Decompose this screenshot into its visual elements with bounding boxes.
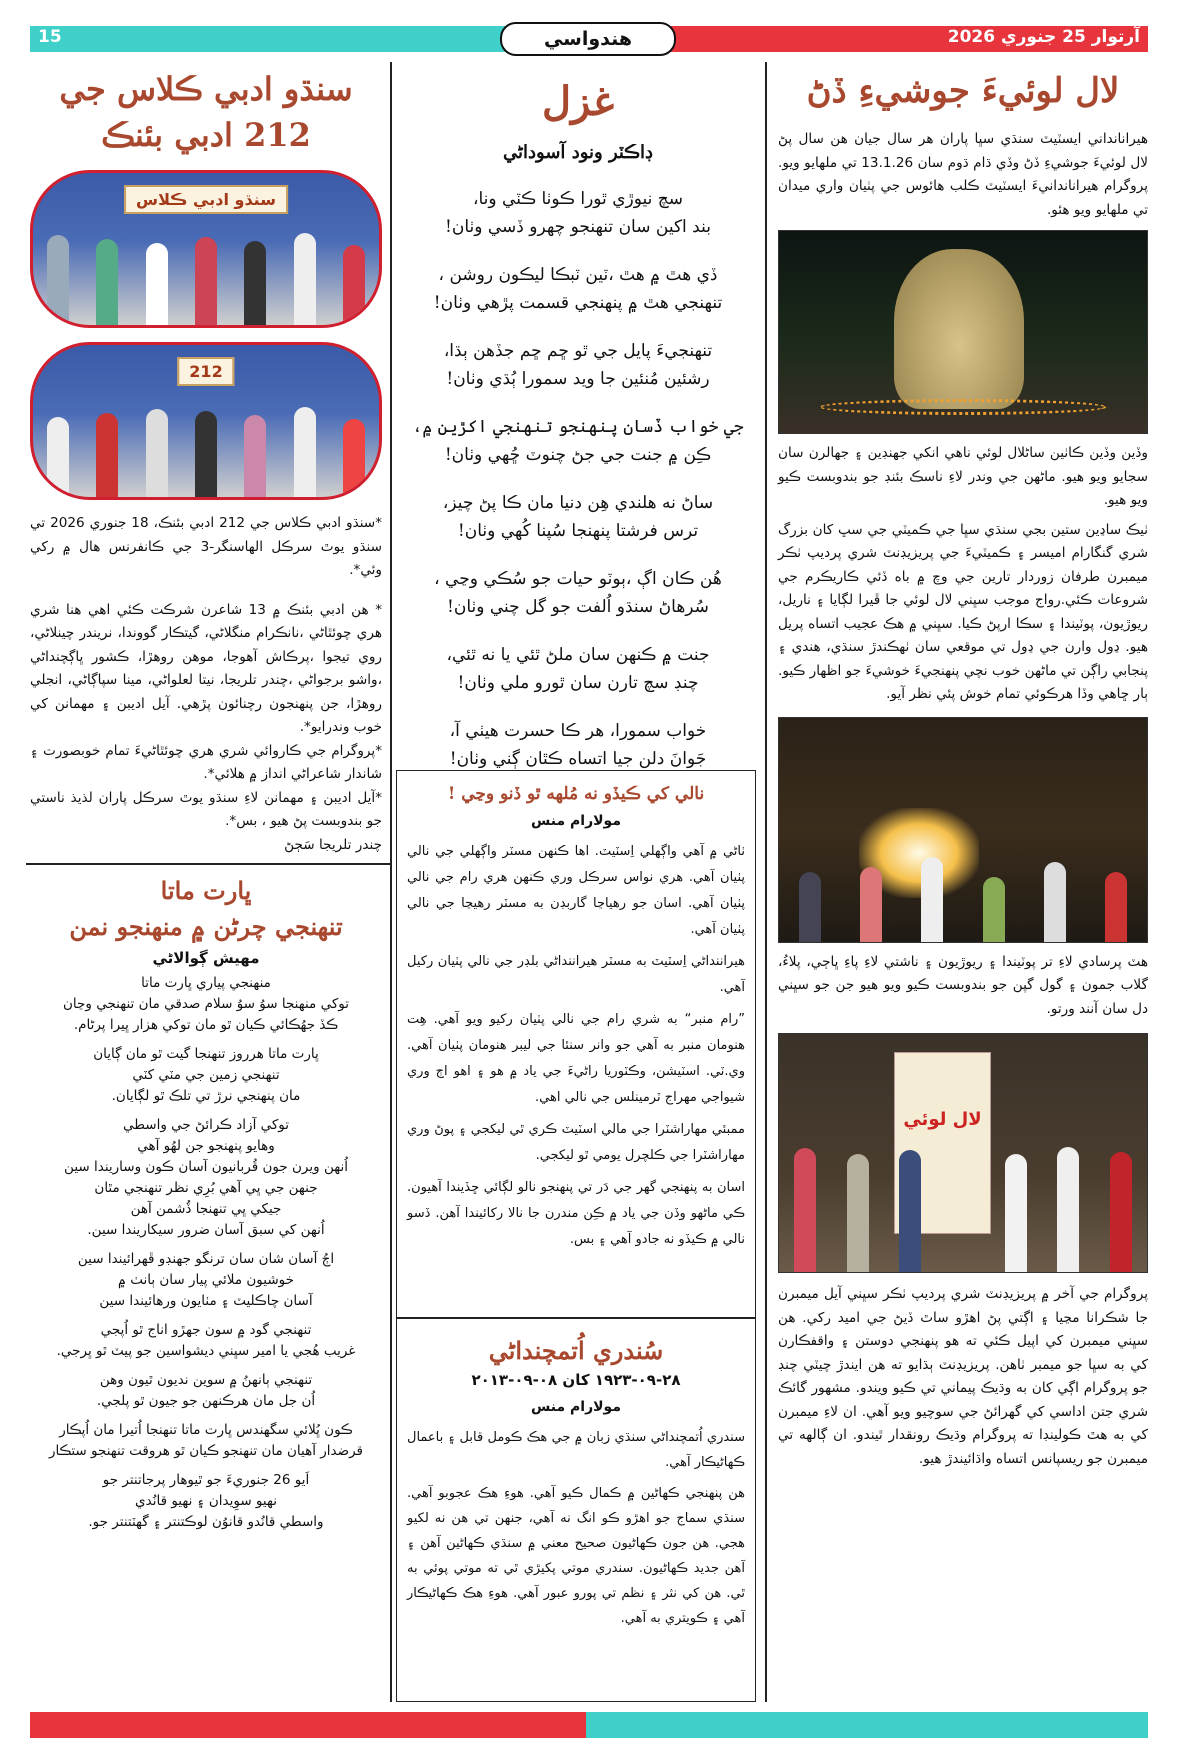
poem-stanza [30,1370,382,1412]
issue-date: آرتوار 25 جنوري 2026 [947,27,1140,47]
haystack-shape [894,249,1024,409]
ghazal-couplet [402,489,754,545]
article-sundri-box [396,1318,756,1702]
ghazal-couplet [402,413,754,469]
article2-author: مولارام منس [530,813,622,829]
article3-title: سُندري اُتمچنداڻي [488,1336,664,1365]
poem-line: اڄُ آسان شان سان ترنگو جهنڊو ڦهرائيندا سين [77,1251,335,1267]
poem-stanza [30,1249,382,1312]
article-para-1: وڏين وڏين ڪاٺين ساڻلال لوئي ناهي انکي جهنڊين ۽ جهالرن سان سجايو ويو هيو. ماڻهن جي وندر لاءِ ناسڪ بئنڊ جو بندوبست ڪيو ويو هيو. [778,445,1148,508]
ghazal-line: تنهنجي هٿ ۾ پنهنجي قسمت پڙهي وٺان! [433,293,723,313]
left-para-3: *آيل اديبن ۽ مهمانن لاءِ سنڌو يوٿ سرڪل پاران لذيذ ناستي جو بندوبست پڻ هيو ، بس*. [30,789,382,829]
column-divider-right [765,62,767,1702]
ghazal-couplet [402,337,754,393]
bharat-mata-subtitle: تنهنجي چرڻن ۾ منهنجو نمن [69,912,343,941]
ghazal-line: جنت ۾ ڪنهن سان ملڻ ٿئي يا نه ٿئي، [446,645,710,665]
article-paragraph: ”رام منبر“ به شري رام جي نالي پٺيان رکيو ويو آهي. هِت هنومان منبر به آهي جو وانر سنئا جي ليبر هنومان پٺيان آهي. وي.ٽي. اسٽيشن، وڪٽوريا راڻيءَ جي ياد ۾ هو ۽ اهو اڄ وري شيواجي مهراج ٽرمينلس جي نالي اهي. [407,1012,745,1105]
poem-line: وهايو پنهنجو جن لهُو آهي [137,1138,275,1154]
ghazal-couplet [402,717,754,773]
poem-stanza [30,1470,382,1533]
poem-line: غريب هُجي يا امير سڀني ديشواسين جو پيٽ ٿو ڀرجي. [56,1343,356,1359]
ghazal-line: ترس فرشتا پنهنجا سُپنا کُهي وٺان! [457,521,699,541]
ghazal-couplet [402,565,754,621]
poem-line: منهنجي پياري ڀارت ماتا [141,975,271,991]
article-para-4: پروگرام جي آخر ۾ پريزيڊنٽ شري پرديپ ٺڪر سڀني آيل ميمبرن جا شڪرانا مڃيا ۽ اڳتي پڻ اهڙو ساٿ ڏيڻ جي اميد رکي. هن سڀني ميمبرن کي اپيل ڪئي ته هو پنهنجي دوستن ۽ واقفڪارن کي به سڀا جو ميمبر ٺاهن. پريزيڊنٽ ٻڌايو ته هن ايندڙ چيٽي چنڊ جو پروگرام اڳي کان به وڌيڪ پيماني تي ڪيو ويندو. مشهور گائڪ شري جتن اداسي کي گهرائڻ جي سوچيو ويو آهي. ان لاءِ ميمبرن کي به هٿ ڪولينڊا ته پروگرام وڌيڪ رونقدار ٿيندو. ان ڳالهه تي ميمبرن جو ريسپانس اتساه واڌائيندڙ هيو. [778,1286,1148,1467]
article-para-2: ٺيڪ ساڍين ستين بجي سنڌي سڀا جي ڪميٽي جي سڀ کان بزرگ شري گنگارام اميسر ۽ ڪميٽيءَ جي پريزيڊنٽ شري پرديپ ٺڪر ميمبرن طرفان زوردار تارين جي وچ ۾ باه ڏئي ڪاريڪرم جي شروعات ڪئي.رواج موجب سڀني لال لوئي جا ڦيرا لڳايا ۽ ناريل، ريوڙيون، پوٽيندا ۽ سڪا ارپڻ ڪيا. سڀني ۾ هڪ عجيب اتساه پريل هيو. ڍول وارن جي ڍول تي موقعي سان ٺهڪندڙ سنڌي، هندي ۽ پنجابي راڳن تي ماڻهن خوب نچي پنهنجيءَ خوشيءَ جو اظهار ڪيو. ٻار ڇاهي وڏا هرڪوئي تمام خوش پئي نظر آيو. [778,521,1148,702]
poem-line: تنهنجي زمين جي مٽي کٽي [132,1067,280,1083]
ghazal-line: بند اکين سان تنهنجو چهرو ڏسي وٺان! [445,217,711,237]
bharat-mata-poem [30,973,382,1533]
bharat-mata-author: مهيش ڳوالاڻي [152,949,260,967]
poem-line: قرضدار آهيان مان تنهنجو ڪيان ٿو هروقت تنهنجو ستڪار [48,1443,363,1459]
signature: چندر تلريجا سَڄڻ [284,836,382,853]
flower-ring [819,399,1107,415]
article3-dates: ٢٨-٠٩-١٩٢٣ کان ٠٨-٠٩-٢٠١٣ [471,1371,681,1389]
left-para-2: *پروگرام جي ڪاروائي شري هري چوئٿاڻيءَ تمام خوبصورت ۽ شاندار شاعراڻي انداز ۾ هلائي*. [30,742,382,782]
bharat-mata-title: ڀارت ماتا [160,876,252,905]
ghazal-couplet [402,261,754,317]
poem-line: ڪون ڀُلائي سگهندس ڀارت ماتا تنهنجا اُتيرا مان اُپڪار [59,1422,353,1438]
article-para-3: هٽ پرسادي لاءِ تر پوٽيندا ۽ ريوڙيون ۽ ناشتي لاءِ پاءِ ڀاڄي، پلاءُ، گلاب جمون ۽ گول گپن جو بندوبست ڪيو ويو هيو جن جو سڀني دل سان آنند ورتو. [778,953,1148,1017]
bonfire-photo-2 [778,717,1148,943]
group-photo-1 [30,170,382,328]
article3-author: مولارام منس [530,1399,622,1415]
photo-banner-2: 212 [177,357,234,386]
article-intro: هيرانانداني ايسٽيٽ سنڌي سڀا پاران هر سال جيان هن سال پڻ لال لوئيءَ جوشيءِ ڏڻ وڏي ڌام ڌوم سان 13.1.26 تي ملهايو ويو. پروگرام هيراناندانيءَ ايسٽيٽ ڪلب هائوس جي پٺيان واري ميدان تي ملهايو ويو هئو. [778,131,1149,218]
bonfire-photo-1 [778,230,1148,434]
poem-stanza [30,1320,382,1362]
poem-line: اُنهن ويرن جون قُربانيون آسان ڪون وساريندا سين [64,1159,348,1175]
ghazal-line: هُن ڪان اڳ ،ٻوٽو حيات جو سُڪي وڃي ، [434,569,722,589]
column-divider-left [390,62,392,1702]
article2-title: نالي کي ڪيڏو نه مُلهه ٿو ڏنو وڃي ! [447,784,705,804]
article-paragraph: هن پنهنجي ڪهاڻين ۾ ڪمال ڪيو آهي. هوءِ هڪ عجوبو آهي. سنڌي سماج جو اهڙو ڪو انگ نه آهي، جنهن تي هن نه لکيو هجي. هن جون ڪهاڻيون صحيح معني ۾ سنڌي ڪهاڻين آهن ۽ آهن جديد ڪهاڻيون. سندري موتي پکيڙي ٿي ته موتي پوئي به ٿي. هن کي نثر ۽ نظم تي پورو عبور آهي. هوءِ هڪ ڪهاڻيڪار آهي ۽ ڪويتري به آهي. [407,1486,745,1626]
photo-banner-1: سنڌو ادبي ڪلاس [124,185,288,214]
ghazal-line: ڪِن ۾ جنت جي جڻ چنوٽ ڇُهي وٺان! [444,445,712,465]
poem-line: واسطي قانُدو قانوُن لوڪتنتر ۽ گهٽتنتر جو. [88,1514,324,1530]
middle-column [402,62,754,793]
ghazal-verses [402,185,754,773]
poem-line: آسان چاڪليٽ ۽ مٺايون ورهائيندا سين [99,1293,313,1309]
ghazal-line: ڏي هٿ ۾ هٿ ،ٽين ٽبڪا ليڪون روشن ، [438,265,718,285]
banner-text: لال لوئي [903,1109,982,1130]
poem-stanza [30,1115,382,1241]
ghazal-poet: ڊاڪٽر ونود آسوداڻي [503,142,653,163]
poem-line: مان پنهنجي نرڙ تي تلڪ ٿو لڳايان. [111,1088,301,1104]
article2-body [407,839,745,1253]
ghazal-line: تنهنجيءَ پايل جي ٿو ڇم ڇم جڏهن ٻڌا، [443,341,713,361]
literary-bank-title-2: 212 ادبي بئنڪ [101,116,311,154]
poem-line: اَيو 26 جنوريءَ جو ٿيوهار پرجاتنتر جو [102,1472,310,1488]
poem-stanza [30,1044,382,1107]
masthead-logo: هندواسي [500,22,676,56]
poem-line: نهيو سوِيدان ۽ نهيو قانُدي [135,1493,277,1509]
page-number: 15 [38,27,62,47]
ghazal-line: جَوانَ دلن جيا اتساه ڪٿان ڳني وٺان! [449,749,707,769]
right-column [778,62,1148,1471]
ghazal-line: سچ نيوڙي ٿورا ڪوٺا ڪٽي ونا، [473,189,683,209]
poem-line: خوشيون ملائي پيار سان ٻانٺ ۾ [118,1272,294,1288]
bottom-color-bar [30,1712,1148,1738]
poem-line: تنهنجي ٻانهنُ ۾ سوين نديون ٿيون وهن [99,1372,313,1388]
poem-line: تنهنجي گود ۾ سون جهڙو اناج ٿو اُپجي [100,1322,312,1338]
poem-line: ڀارت ماتا هرروز تنهنجا گيت ٿو مان ڳايان [93,1046,319,1062]
poem-line: توکي منهنجا سوُ سوُ سلام صدقي مان تنهنجي وڃان [63,996,349,1012]
article-paragraph: ممبئي مهاراشٽرا جي مالي اسٽيٽ ڪري ٿي ليکجي ۽ پوڻ وري مهاراشٽرا جي ڪلچرل يومي ٿو ليکجي. [407,1122,745,1163]
literary-bank-title-1: سنڌو ادبي ڪلاس جي [59,70,353,108]
article-paragraph: اسان به پنهنجي گهر جي دَر تي پنهنجو نالو لڳائي ڇڏيندا آهيون. ڪي ماڻهو وڏن جي ياد ۾ ڪِن مندرن جا نالا رکائيندا آهن. ڏسو نالي ۾ ڪيڏو نه جادو آهي ۽ بس. [407,1180,745,1247]
poem-line: توکي آزاد ڪرائڻ جي واسطي [122,1117,290,1133]
ghazal-line: چنڊ سچ تارن سان ٿورو ملي وٺان! [457,673,699,693]
poem-stanza [30,973,382,1036]
ghazal-couplet [402,641,754,697]
poem-stanza [30,1420,382,1462]
left-column [30,62,382,1541]
article-paragraph: ٺاڻي ۾ آهي واڳهلي اِسٽيٽ. اها ڪنهن مسٽر واڳهلي جي نالي پٺيان آهي. هري نواس سرڪل وري ڪنهن هري رام جي نالي پٺيان آهي. اسان جو رهياڃا گاربڊن به مسٽر رهيڃا جي نالي پٺيان آهي. [407,844,745,937]
poem-line: جيکي ڀي تنهنجا ڏُشمن آهن [130,1201,282,1217]
poem-line: ڪڏ جهُڪائي ڪيان ٿو مان توکي هزار ڀيرا پرڻام. [73,1017,339,1033]
left-para-1: * هن ادبي بئنڪ ۾ 13 شاعرن شرڪت ڪئي اهي هنا شري هري چوئٿاڻي ،نانڪرام منگلاڻي، گيتڪار گووندا، نريندر چينلاڻي، روي تيجوا ،پرڪاش آهوجا، موهن روهڙا، ڪشور ڀاڳچنداڻي ،واشو برجواڻي ،چندر تلريجا، نيتا لعلواڻي، مينا سپاڳاڻي، انجلي روهڙا، جن پنهنجون رچنائون پڙهي. آيل اديبن ۽ مهمانن کي خوب وندرايو*. [30,601,383,735]
ghazal-line: سُرهاڻ سنڌو اُلفت جو گل چني وٺان! [447,597,709,617]
poem-line: اُن جل مان هرڪنهن جو جيون ٿو پلجي. [96,1393,316,1409]
ghazal-title: غزل [541,78,615,125]
ghazal-couplet [402,185,754,241]
photo-caption: *سنڌو ادبي ڪلاس جي 212 ادبي بئنڪ، 18 جنوري 2026 تي سنڌو يوٿ سرڪل الهاسنگر-3 جي ڪانفرنس هال ۾ رکي وئي*. [30,515,383,578]
article-title-lal-loi: لال لوئيءَ جوشيءِ ڏڻ [806,71,1120,111]
poem-line: جنهن جي ڀي آهي بُرِي نظر تنهنجي مٿان [94,1180,318,1196]
group-photo-banner [778,1033,1148,1273]
group-photo-2 [30,342,382,500]
article-paragraph: هيراننداڻي اِسٽيٽ به مسٽر هيراننداڻي بلڊر جي نالي پٺيان رکيل آهي. [407,954,745,995]
ghazal-line: جي خواب ڏسان پنهنجو تنهنجي اکڙين ۾، [412,417,744,437]
article-paragraph: سندري اُتمچنداڻي سنڌي زبان ۾ جي هڪ ڪومل قابل ۽ باعمال ڪهاڻيڪار آهي. [407,1430,745,1470]
ghazal-line: رشئين مُنئين جا ويد سمورا ٻُڌي وٺان! [446,369,710,389]
ghazal-line: ساڻ نه هلندي هِن دنيا مان ڪا پڻ چيز، [442,493,714,513]
article-name-value-box [396,770,756,1318]
ghazal-line: خواب سمورا، هر ڪا حسرت هيٺي آ، [449,721,707,741]
article3-body [407,1425,745,1631]
poem-line: اُنهن کي سبق آسان ضرور سيکاريندا سين. [87,1222,325,1238]
section-divider [26,863,390,865]
